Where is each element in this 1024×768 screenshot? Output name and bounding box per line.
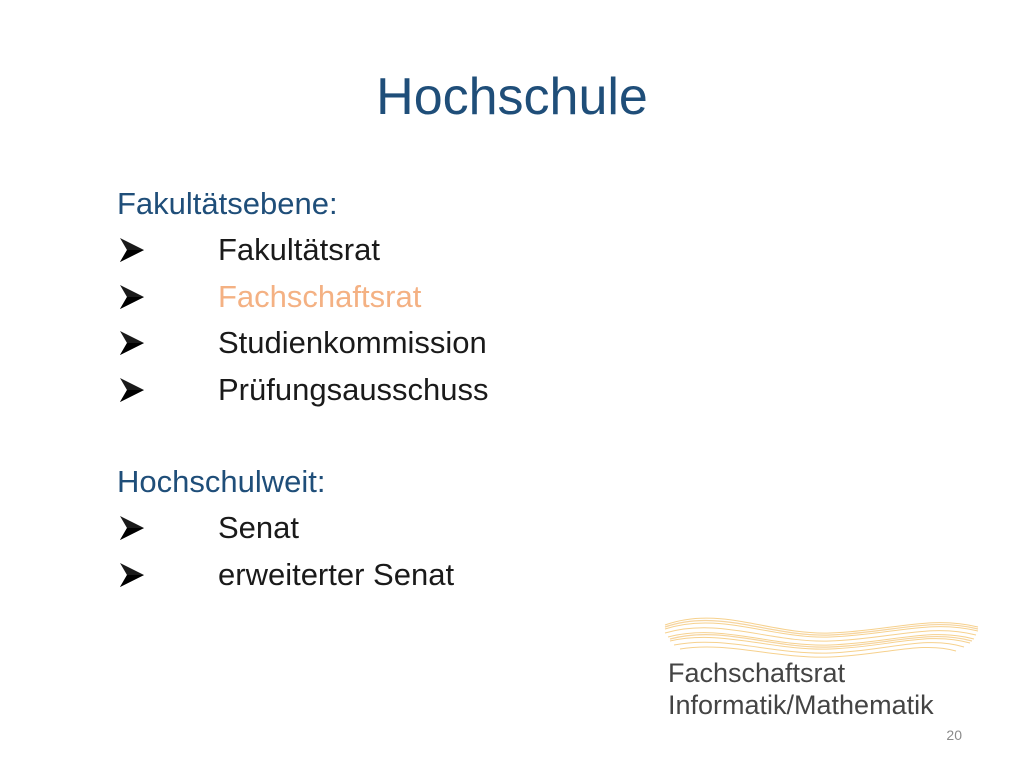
list-item <box>117 230 380 270</box>
slide-title: Hochschule <box>376 68 648 126</box>
list-item <box>117 323 487 363</box>
list-item <box>117 508 300 548</box>
arrowhead-bullet-icon <box>117 513 147 543</box>
wave-ribbon-icon <box>660 605 980 665</box>
list-item-label-highlighted: Fachschaftsrat <box>218 279 422 314</box>
section-heading-fakultaetsebene: Fakultätsebene: <box>117 186 338 221</box>
list-item <box>117 555 455 595</box>
list-item-label: erweiterter Senat <box>218 557 455 592</box>
fachschaftsrat-logo <box>660 605 980 725</box>
list-item <box>117 370 489 410</box>
page-number: 20 <box>946 727 962 743</box>
arrowhead-bullet-icon <box>117 375 147 405</box>
arrowhead-bullet-icon <box>117 328 147 358</box>
arrowhead-bullet-icon <box>117 560 147 590</box>
logo-text-line2: Informatik/Mathematik <box>668 690 934 720</box>
list-item-label: Senat <box>218 510 300 545</box>
list-item-label: Prüfungsausschuss <box>218 372 489 407</box>
list-item-label: Studienkommission <box>218 325 487 360</box>
list-item <box>117 277 422 317</box>
arrowhead-bullet-icon <box>117 282 147 312</box>
section-heading-hochschulweit: Hochschulweit: <box>117 464 326 499</box>
logo-text-line1: Fachschaftsrat <box>668 658 846 688</box>
arrowhead-bullet-icon <box>117 235 147 265</box>
list-item-label: Fakultätsrat <box>218 232 380 267</box>
